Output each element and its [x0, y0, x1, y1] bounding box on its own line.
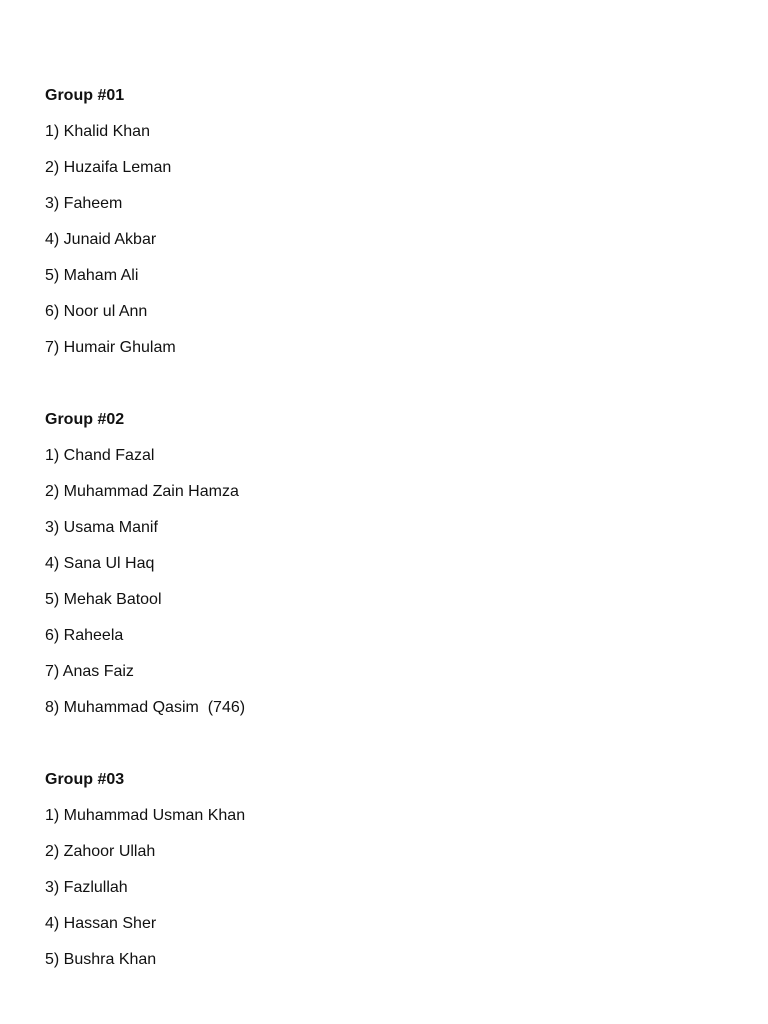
document-page: [45, 78, 725, 978]
group-02: [45, 402, 725, 726]
list-item: 1) Chand Fazal: [45, 447, 155, 464]
list-item: 6) Raheela: [45, 627, 124, 644]
list-item: 2) Muhammad Zain Hamza: [45, 483, 239, 500]
list-item: 7) Humair Ghulam: [45, 339, 176, 356]
group-title: Group #02: [45, 411, 125, 428]
list-item: 4) Junaid Akbar: [45, 231, 157, 248]
list-item: 1) Muhammad Usman Khan: [45, 807, 246, 824]
group-title: Group #01: [45, 87, 125, 104]
list-item: 4) Sana Ul Haq: [45, 555, 155, 572]
list-item: 8) Muhammad Qasim (746): [45, 699, 246, 716]
list-item: 3) Fazlullah: [45, 879, 128, 896]
group-title: Group #03: [45, 771, 125, 788]
group-03: [45, 762, 725, 978]
list-item: 6) Noor ul Ann: [45, 303, 148, 320]
list-item: 1) Khalid Khan: [45, 123, 150, 140]
group-01: [45, 78, 725, 366]
list-item: 5) Maham Ali: [45, 267, 139, 284]
list-item: 2) Huzaifa Leman: [45, 159, 172, 176]
list-item: 7) Anas Faiz: [45, 663, 134, 680]
list-item: 5) Bushra Khan: [45, 951, 157, 968]
list-item: 4) Hassan Sher: [45, 915, 157, 932]
list-item: 3) Usama Manif: [45, 519, 158, 536]
list-item: 2) Zahoor Ullah: [45, 843, 156, 860]
list-item: 3) Faheem: [45, 195, 123, 212]
list-item: 5) Mehak Batool: [45, 591, 162, 608]
